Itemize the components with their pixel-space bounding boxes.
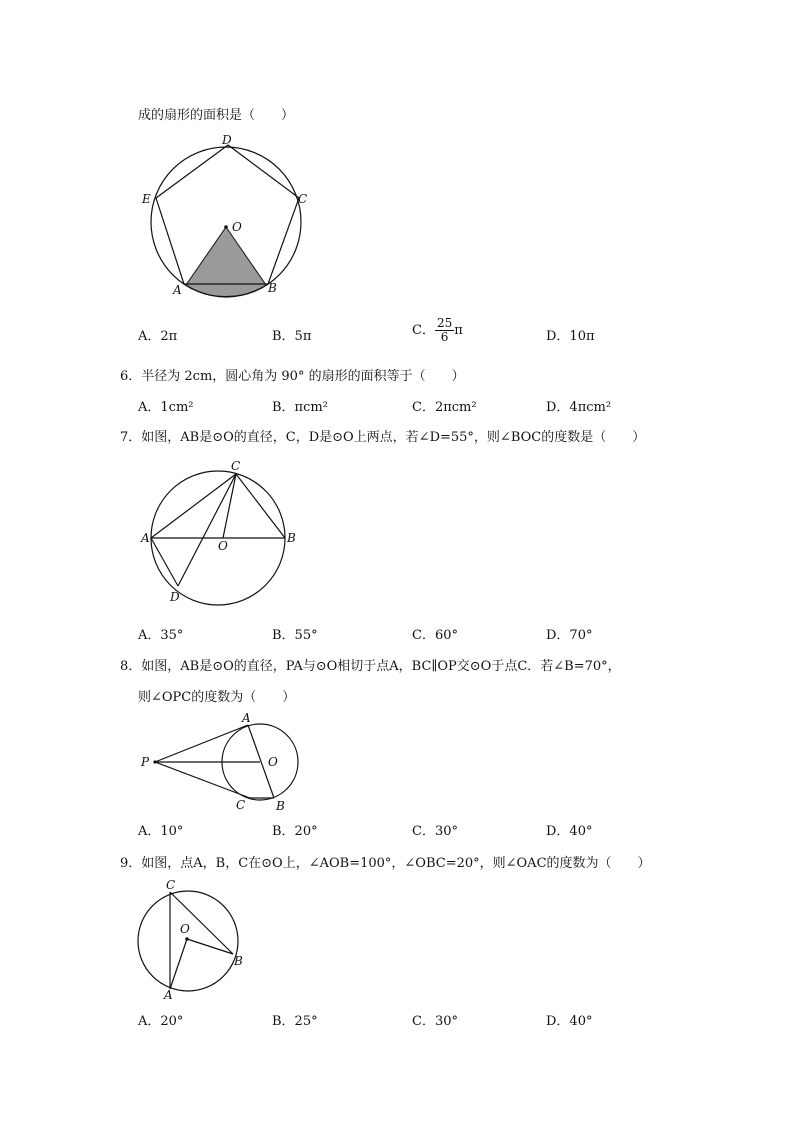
q7-label-O: O [218, 539, 228, 553]
q8-stem-line1: 8．如图，AB是⊙O的直径，PA与⊙O相切于点A，BC∥OP交⊙O于点C．若∠B=70°， [120, 659, 621, 674]
q8-label-P: P [141, 755, 150, 769]
q5-option-d: D．10π [546, 329, 595, 344]
q6-option-a: A．1cm² [138, 400, 194, 415]
q5-option-c [412, 317, 463, 344]
q9-option-a: A．20° [138, 1014, 184, 1029]
q9-label-C: C [166, 878, 176, 892]
q5-option-c-prefix: C． [412, 323, 435, 338]
q8-figure-tangent [138, 710, 318, 815]
q9-label-A: A [164, 988, 173, 1002]
q5-option-a: A．2π [138, 329, 178, 344]
q5-label-E: E [142, 192, 151, 206]
q9-label-O: O [180, 922, 190, 936]
q7-label-C: C [231, 459, 241, 473]
q8-label-O: O [268, 755, 278, 769]
q5-label-O: O [232, 220, 242, 234]
q7-stem: 7．如图，AB是⊙O的直径，C，D是⊙O上两点，若∠D=55°，则∠BOC的度数是（ ） [120, 430, 646, 445]
q8-label-C: C [236, 798, 246, 812]
q5-option-c-suffix: π [454, 323, 463, 338]
q7-option-a: A．35° [138, 628, 184, 643]
q5-stem-tail: 成的扇形的面积是（ ） [138, 108, 295, 123]
q5-label-A: A [173, 283, 182, 297]
q5-shaded-sector [186, 227, 266, 297]
q5-option-c-numerator: 25 [436, 316, 453, 330]
q9-figure-circle [130, 873, 260, 1003]
q8-option-b: B．20° [272, 824, 318, 839]
q5-option-b: B．5π [272, 329, 312, 344]
q9-stem: 9．如图，点A，B，C在⊙O上，∠AOB=100°，∠OBC=20°，则∠OAC的度数为（ ） [120, 856, 651, 871]
q8-label-A: A [242, 711, 251, 725]
q9-option-b: B．25° [272, 1014, 318, 1029]
q9-label-B: B [234, 954, 243, 968]
q7-label-B: B [287, 531, 296, 545]
q5-label-D: D [222, 133, 232, 147]
q6-option-c: C．2πcm² [412, 400, 477, 415]
q7-label-D: D [170, 590, 180, 604]
q5-option-c-denominator: 6 [440, 330, 449, 344]
q5-label-C: C [298, 192, 308, 206]
q7-option-c: C．60° [412, 628, 458, 643]
q6-option-b: B．πcm² [272, 400, 328, 415]
q5-label-B: B [268, 281, 277, 295]
q5-option-c-fraction [435, 317, 454, 344]
q8-stem-line2: 则∠OPC的度数为（ ） [138, 690, 296, 705]
q8-option-a: A．10° [138, 824, 184, 839]
q7-option-d: D．70° [546, 628, 593, 643]
q8-label-B: B [276, 799, 285, 813]
q7-figure-circle [138, 458, 308, 608]
q6-option-d: D．4πcm² [546, 400, 612, 415]
q5-figure-pentagon [138, 132, 318, 302]
q8-option-d: D．40° [546, 824, 593, 839]
q6-stem: 6．半径为 2cm，圆心角为 90° 的扇形的面积等于（ ） [120, 369, 465, 384]
q7-option-b: B．55° [272, 628, 318, 643]
q8-option-c: C．30° [412, 824, 458, 839]
q7-label-A: A [141, 531, 150, 545]
q9-option-d: D．40° [546, 1014, 593, 1029]
q9-option-c: C．30° [412, 1014, 458, 1029]
